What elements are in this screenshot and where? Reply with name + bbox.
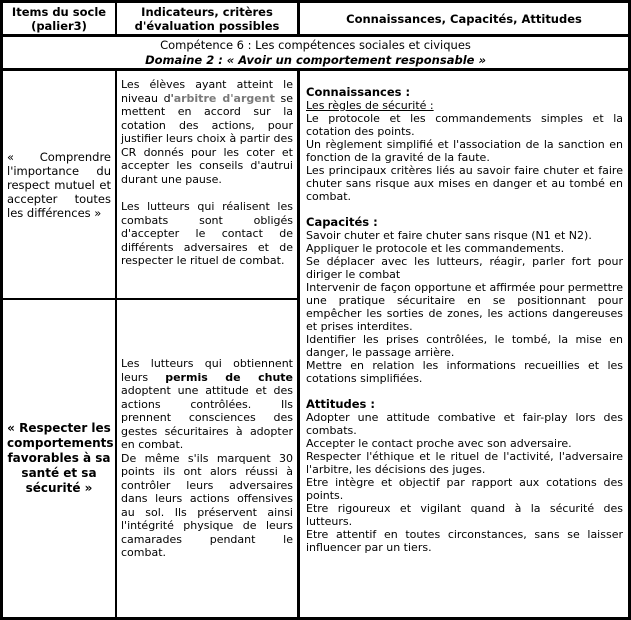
cell-indicateurs-row2: [117, 300, 300, 617]
capacites-item: Se déplacer avec les lutteurs, réagir, parler fort pour diriger le combat: [306, 255, 623, 281]
connaissances-section-title: Connaissances :: [306, 85, 411, 99]
capacites-section-title: Capacités :: [306, 215, 378, 229]
header-indicateurs: [117, 3, 300, 37]
connaissances-item: Un règlement simplifié et l'association de la sanction en fonction de la gravité de la faute.: [306, 138, 623, 164]
regles-securite-subtitle: Les règles de sécurité :: [306, 99, 434, 112]
indicateurs-row1-para1: [121, 78, 293, 186]
indicateurs-row2-para2: De même s'ils marquent 30 points ils ont alors réussi à contrôler leurs adversaires dans leurs actions offensives au sol. Ils préservent ainsi l'intégrité physique de leurs camarades pendant le combat.: [121, 451, 293, 560]
indicateurs-row1-para1-suffix: se mettent en accord sur la cotation des actions, pour justifier leurs choix à partir des CR donnés pour les coter et accepter les conseils d'autrui durant une pause.: [121, 91, 293, 186]
header-cca-label: Connaissances, Capacités, Attitudes: [346, 11, 582, 26]
attitudes-item: Etre attentif en toutes circonstances, sans se laisser influencer par un tiers.: [306, 528, 623, 554]
indicateurs-row2-para1: [121, 357, 293, 452]
competence-title: Compétence 6 : Les compétences sociales et civiques: [160, 37, 471, 52]
indicateurs-row1-para2: Les lutteurs qui réalisent les combats sont obligés d'accepter le contact de différents adversaires et de respecter le rituel de combat.: [121, 200, 293, 267]
attitudes-item: Etre intègre et objectif par rapport aux cotations des points.: [306, 476, 623, 502]
header-connaissances-capacites-attitudes: [300, 3, 628, 37]
connaissances-item: Les principaux critères liés au savoir faire chuter et faire chuter sans risque aux mises en danger et au tombé en combat.: [306, 164, 623, 203]
indicateurs-row1-para1-prefix: Les élèves ayant atteint le niveau d': [121, 78, 293, 105]
connaissances-item: Le protocole et les commandements simples et la cotation des points.: [306, 112, 623, 138]
attitudes-section-title: Attitudes :: [306, 397, 375, 411]
header-items-du-socle: [3, 3, 117, 37]
competence-banner: [3, 37, 628, 71]
capacites-item: Appliquer le protocole et les commandements.: [306, 242, 565, 255]
cell-item-socle-row2: [3, 300, 117, 617]
capacites-item: Savoir chuter et faire chuter sans risque (N1 et N2).: [306, 229, 592, 242]
cell-indicateurs-row1: [117, 71, 300, 300]
capacites-item: Intervenir de façon opportune et affirmée pour permettre une pratique sécuritaire en se positionnant pour empêcher les sorties de zones, les actions dangereuses et prises interdites.: [306, 281, 623, 333]
attitudes-item: Etre rigoureux et vigilant quand à la sécurité des lutteurs.: [306, 502, 623, 528]
capacites-item: Identifier les prises contrôlées, le tombé, la mise en danger, le passage arrière.: [306, 333, 623, 359]
indicateurs-row2-para1-prefix: Les lutteurs qui obtiennent leurs: [121, 357, 293, 384]
item-socle-row2-text: « Respecter les comportements favorables à sa santé et sa sécurité »: [7, 421, 114, 495]
permis-de-chute-highlight: permis de chute: [165, 370, 293, 384]
arbitre-argent-highlight: arbitre d'argent: [173, 91, 275, 105]
attitudes-item: Accepter le contact proche avec son adversaire.: [306, 437, 572, 450]
domaine-subtitle: Domaine 2 : « Avoir un comportement responsable »: [145, 52, 486, 67]
indicateurs-row2-para1-suffix: adoptent une attitude et des actions contrôlées. Ils prennent consciences des gestes sécuritaires à adopter en combat.: [121, 384, 293, 452]
attitudes-item: Adopter une attitude combative et fair-play lors des combats.: [306, 411, 623, 437]
cell-item-socle-row1: [3, 71, 117, 300]
header-indicateurs-label: Indicateurs, critères d'évaluation possibles: [134, 4, 280, 33]
cell-connaissances-capacites-attitudes: [300, 71, 628, 617]
attitudes-item: Respecter l'éthique et le rituel de l'activité, l'adversaire l'arbitre, les décisions des juges.: [306, 450, 623, 476]
header-items-du-socle-label: Items du socle (palier3): [11, 4, 107, 33]
item-socle-row1-text: « Comprendre l'importance du respect mutuel et accepter toutes les différences »: [7, 149, 111, 220]
capacites-item: Mettre en relation les informations recueillies et les cotations simplifiées.: [306, 359, 623, 385]
